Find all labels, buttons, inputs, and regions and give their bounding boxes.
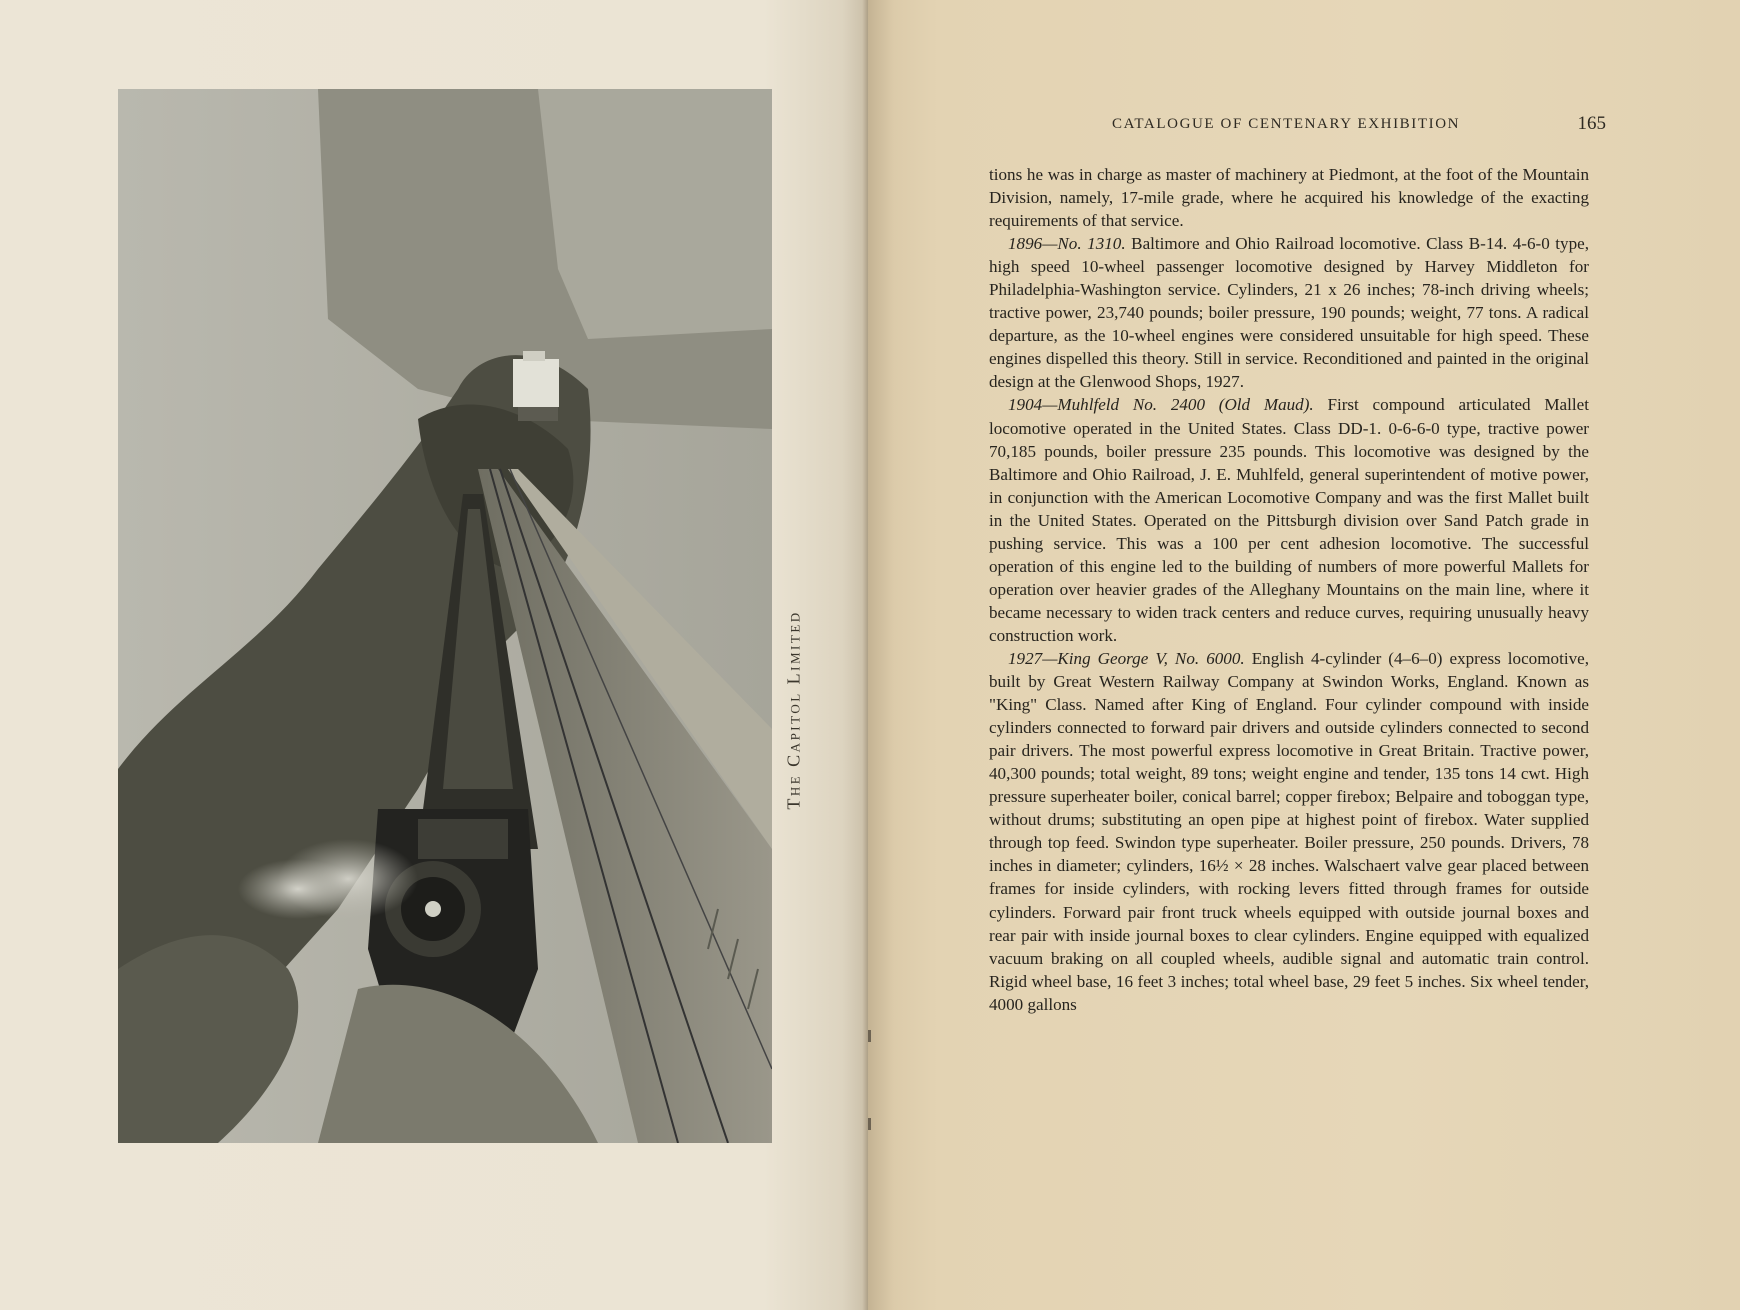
- entry-lead: 1904—Muhlfeld No. 2400 (Old Maud).: [1008, 395, 1314, 415]
- plate-caption: The Capitol Limited: [783, 610, 804, 810]
- entry-lead: 1927—King George V, No. 6000.: [1008, 648, 1245, 668]
- locomotive-photo: [118, 89, 772, 1143]
- paragraph-text: Baltimore and Ohio Railroad locomotive. Class B-14. 4-6-0 type, high speed 10-wheel passenger locomotive designed by Harvey Middleton for Philadelphia-Washington service. Cylinders, 21 x 26 inches; 78-inch driving wheels; tractive power, 23,740 pounds; boiler pressure, 190 pounds; weight, 77 tons. A radical departure, as the 10-wheel engines were considered unsuitable for high speed. These engines dispelled this theory. Still in service. Reconditioned and painted in the original design at the Glenwood Shops, 1927.: [989, 234, 1590, 392]
- running-head: CATALOGUE OF CENTENARY EXHIBITION: [1112, 116, 1461, 132]
- paragraph-text: tions he was in charge as master of machinery at Piedmont, at the foot of the Mountain Division, namely, 17-mile grade, where he acquired his knowledge of the exacting requirements of that service.: [989, 165, 1589, 231]
- page-edge-mark: [868, 1118, 871, 1130]
- page-edge-mark: [868, 1030, 871, 1042]
- paragraph: [989, 393, 1589, 647]
- paragraph: [989, 647, 1589, 1016]
- paragraph-text: First compound articulated Mallet locomotive operated in the United States. Class DD-1. 0-6-6-0 type, tractive power 70,185 pounds, boiler pressure 235 pounds. This locomotive was designed by the Baltimore and Ohio Railroad, J. E. Muhlfeld, general superintendent of motive power, in conjunction with the American Locomotive Company and was the first Mallet built in the United States. Operated on the Pittsburgh division over Sand Patch grade in pushing service. This was a 100 per cent adhesion locomotive. The successful operation of this engine led to the building of numbers of more powerful Mallets for operation over heavier grades of the Alleghany Mountains on the main line, where it became necessary to widen track centers and reduce curves, requiring unusually heavy construction work.: [989, 395, 1589, 645]
- photo-icon: [118, 89, 772, 1143]
- body-text: [989, 163, 1589, 1016]
- paragraph: [989, 163, 1589, 232]
- entry-lead: 1896—No. 1310.: [1008, 234, 1126, 254]
- paragraph: [989, 232, 1589, 393]
- left-page: [0, 0, 868, 1310]
- page-number: 165: [1577, 113, 1606, 134]
- paragraph-text: English 4-cylinder (4–6–0) express locomotive, built by Great Western Railway Company at Swindon Works, England. Known as "King" Class. Named after King of England. Four cylinder compound with inside cylinders connected to forward pair drivers and outside cylinders connected to second pair drivers. The most powerful express locomotive in Great Britain. Tractive power, 40,300 pounds; total weight, 89 tons; weight engine and tender, 135 tons 14 cwt. High pressure superheater boiler, conical barrel; copper firebox; Belpaire and toboggan type, without drums; substituting an open pipe at highest point of firebox. Water supplied through top feed. Swindon type superheater. Boiler pressure, 250 pounds. Drivers, 78 inches in diameter; cylinders, 16½ × 28 inches. Walschaert valve gear placed between frames for inside cylinders, with rocking levers fitted through frames for outside cylinders. Forward pair front truck wheels equipped with outside journal boxes and rear pair with inside journal boxes to clear cylinders. Engine equipped with equalized vacuum braking on all coupled wheels, audible signal and automatic train control. Rigid wheel base, 16 feet 3 inches; total wheel base, 29 feet 5 inches. Six wheel tender, 4000 gallons: [989, 648, 1589, 1014]
